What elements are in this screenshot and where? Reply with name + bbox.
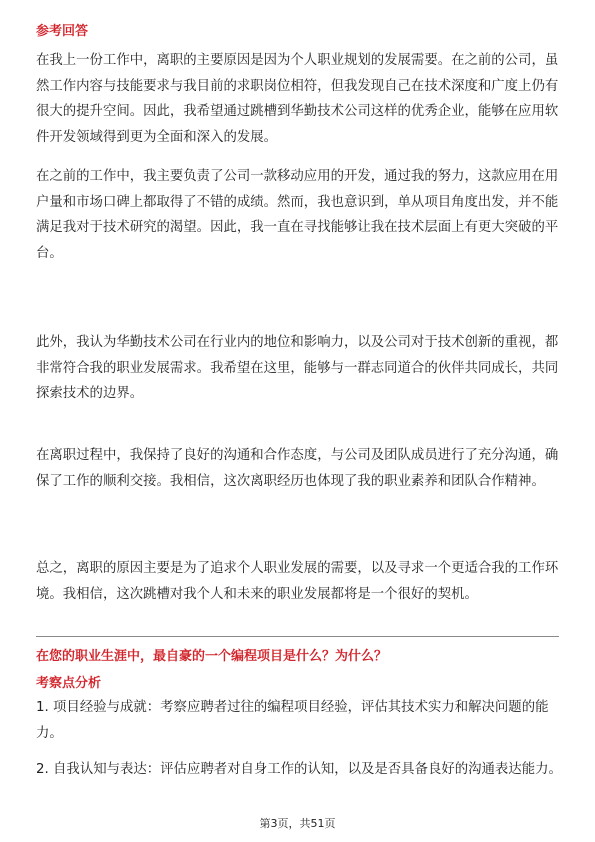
answer-paragraph-5: 总之，离职的原因主要是为了追求个人职业发展的需要，以及寻求一个更适合我的工作环境。我相信，这次跳槽对我个人和未来的职业发展都将是一个很好的契机。 xyxy=(36,561,559,602)
answer-paragraph-3: 此外，我认为华勤技术公司在行业内的地位和影响力，以及公司对于技术创新的重视，都非常符合我的职业发展需求。我希望在这里，能够与一群志同道合的伙伴共同成长，共同探索技术的边界。 xyxy=(36,335,559,401)
analysis-heading: 考察点分析 xyxy=(36,676,102,691)
answer-paragraph-4: 在离职过程中，我保持了良好的沟通和合作态度，与公司及团队成员进行了充分沟通，确保了工作的顺利交接。我相信，这次离职经历也体现了我的职业素养和团队合作精神。 xyxy=(36,448,559,489)
analysis-item-2: 2. 自我认知与表达：评估应聘者对自身工作的认知，以及是否具备良好的沟通表达能力。 xyxy=(36,762,562,777)
answer-paragraph-1: 在我上一份工作中，离职的主要原因是因为个人职业规划的发展需要。在之前的公司，虽然工作内容与技能要求与我目前的求职岗位相符，但我发现自己在技术深度和广度上仍有很大的提升空间。因此，我希望通过跳槽到华勤技术公司这样的优秀企业，能够在应用软件开发领域得到更为全面和深入的发展。 xyxy=(36,53,559,145)
reference-answer-heading: 参考回答 xyxy=(36,24,89,39)
analysis-item-1: 1. 项目经验与成就：考察应聘者过往的编程项目经验，评估其技术实力和解决问题的能力。 xyxy=(36,700,549,741)
section-divider xyxy=(36,636,559,637)
answer-paragraph-2: 在之前的工作中，我主要负责了公司一款移动应用的开发，通过我的努力，这款应用在用户量和市场口碑上都取得了不错的成绩。然而，我也意识到，单从项目角度出发，并不能满足我对于技术研究的渴望。因此，我一直在寻找能够让我在技术层面上有更大突破的平台。 xyxy=(36,169,559,261)
page-number: 第3页，共51页 xyxy=(259,817,336,830)
question-text: 在您的职业生涯中，最自豪的一个编程项目是什么？为什么？ xyxy=(36,649,388,664)
